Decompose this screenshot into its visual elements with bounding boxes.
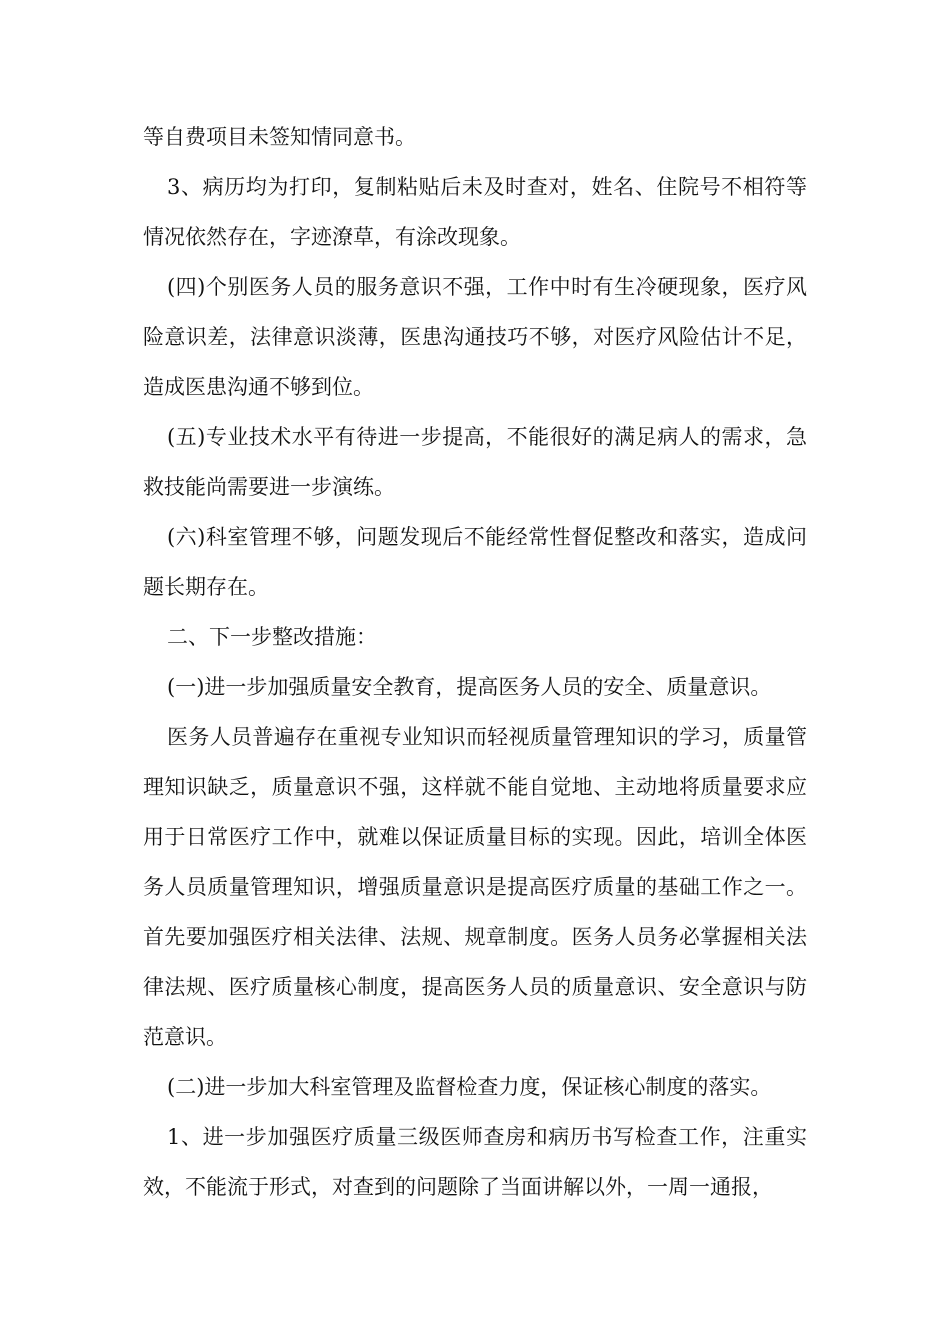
paragraph-section-4: (四)个别医务人员的服务意识不强，工作中时有生冷硬现象，医疗风险意识差，法律意识淡薄，医患沟通技巧不够，对医疗风险估计不足，造成医患沟通不够到位。 [143,275,807,399]
document-body [143,112,807,1212]
paragraph-section-5: (五)专业技术水平有待进一步提高，不能很好的满足病人的需求，急救技能尚需要进一步演练。 [143,425,807,499]
subheading-2: (二)进一步加大科室管理及监督检查力度，保证核心制度的落实。 [167,1075,772,1099]
subheading-1: (一)进一步加强质量安全教育，提高医务人员的安全、质量意识。 [167,675,772,699]
paragraph-continuation: 等自费项目未签知情同意书。 [143,125,416,149]
paragraph-quality-education: 医务人员普遍存在重视专业知识而轻视质量管理知识的学习，质量管理知识缺乏，质量意识不强，这样就不能自觉地、主动地将质量要求应用于日常医疗工作中，就难以保证质量目标的实现。因此，培训全体医务人员质量管理知识，增强质量意识是提高医疗质量的基础工作之一。首先要加强医疗相关法律、法规、规章制度。医务人员务必掌握相关法律法规、医疗质量核心制度，提高医务人员的质量意识、安全意识与防范意识。 [143,725,807,1049]
paragraph-item-1: 1、进一步加强医疗质量三级医师查房和病历书写检查工作，注重实效，不能流于形式，对查到的问题除了当面讲解以外，一周一通报， [143,1125,807,1199]
paragraph-item-3: 3、病历均为打印，复制粘贴后未及时查对，姓名、住院号不相符等情况依然存在，字迹潦草，有涂改现象。 [143,175,807,249]
section-heading-2: 二、下一步整改措施： [167,625,377,649]
paragraph-section-6: (六)科室管理不够，问题发现后不能经常性督促整改和落实，造成问题长期存在。 [143,525,807,599]
